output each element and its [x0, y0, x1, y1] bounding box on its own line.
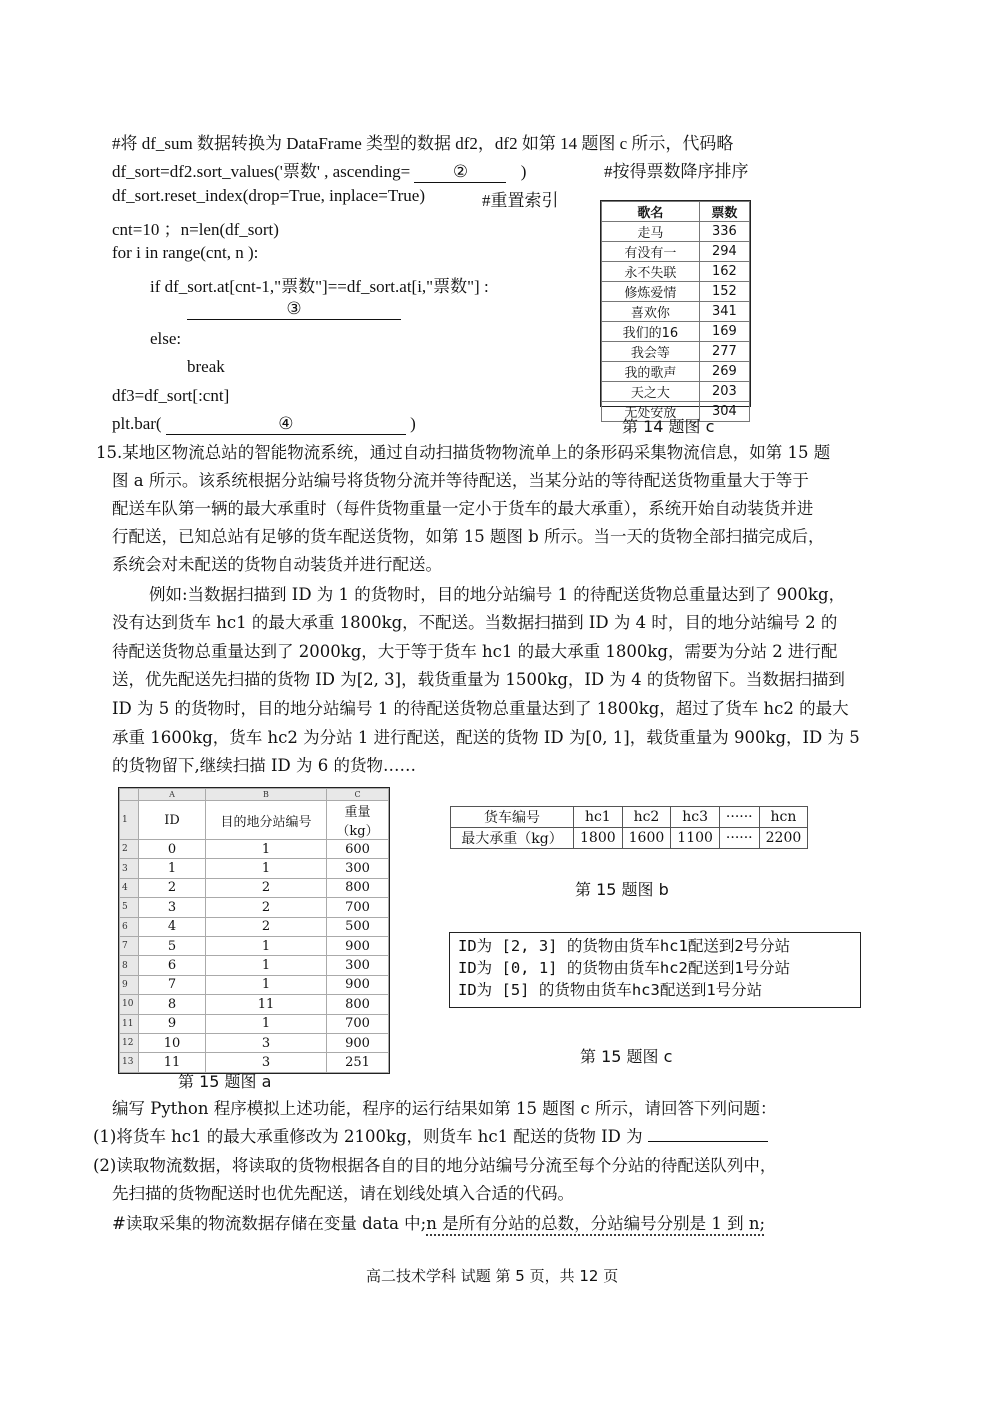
- logistics-data-sheet: [118, 787, 390, 1074]
- table-row: [120, 936, 389, 955]
- row-number: 8: [120, 956, 139, 975]
- questions-intro: 编写 Python 程序模拟上述功能，程序的运行结果如第 15 题图 c 所示，请回答下列问题：: [112, 1099, 777, 1118]
- code-if-line: if df_sort.at[cnt-1,"票数"]==df_sort.at[i,"票数"] :: [150, 277, 489, 296]
- column-letter: C: [327, 789, 389, 801]
- votes-cell: 203: [699, 382, 749, 402]
- row-number: 12: [120, 1033, 139, 1052]
- answer-blank-3[interactable]: ③: [187, 299, 401, 320]
- q15-example-line: 送，优先配送先扫描的货物 ID 为[2, 3]，载货重量为 1500kg，ID 为 4 的货物留下。当数据扫描到: [112, 670, 845, 689]
- code-sort-comment: #按得票数降序排序: [604, 162, 749, 181]
- id-cell: 1: [139, 859, 206, 878]
- answer-blank-q1[interactable]: [648, 1123, 768, 1142]
- song-name-cell: 我的歌声: [602, 362, 700, 382]
- id-cell: 2: [139, 878, 206, 897]
- q15-example-line: 待配送货物总重量达到了 2000kg，大于等于货车 hc1 的最大承重 1800kg，需要为分站 2 进行配: [112, 642, 838, 661]
- code-note-emphasis: n 是所有分站的总数，分站编号分别是 1 到 n;: [426, 1214, 766, 1233]
- capacity-label-cell: 最大承重（kg）: [451, 828, 574, 849]
- fig14c-caption: 第 14 题图 c: [622, 417, 715, 436]
- table-row: [451, 828, 808, 849]
- code-break-line: break: [187, 357, 225, 376]
- table-row: [120, 995, 389, 1014]
- question-1-text: (1)将货车 hc1 的最大承重修改为 2100kg，则货车 hc1 配送的货物 ID 为: [93, 1127, 643, 1146]
- station-cell: 1: [206, 1014, 327, 1033]
- answer-blank-2[interactable]: ②: [414, 162, 506, 183]
- song-name-cell: 永不失联: [602, 262, 700, 282]
- table-row: [602, 322, 750, 342]
- votes-cell: 336: [699, 222, 749, 242]
- code-else-line: else:: [150, 329, 182, 348]
- table-header-row: [120, 801, 389, 840]
- code-bar-close: ): [410, 414, 416, 433]
- page-footer: 高二技术学科 试题 第 5 页，共 12 页: [366, 1267, 619, 1285]
- table-row: [120, 917, 389, 936]
- weight-cell: 800: [327, 878, 389, 897]
- station-cell: 1: [206, 936, 327, 955]
- song-name-cell: 天之大: [602, 382, 700, 402]
- code-bar-line: [112, 414, 416, 435]
- header-weight: 重量（kg）: [327, 801, 389, 840]
- id-cell: 4: [139, 917, 206, 936]
- program-output-box: [449, 932, 861, 1008]
- q15-paragraph-line: 系统会对未配送的货物自动装货并进行配送。: [112, 555, 442, 574]
- weight-cell: 700: [327, 1014, 389, 1033]
- output-line: ID为 [0, 1] 的货物由货车hc2配送到1号分站: [458, 959, 791, 977]
- station-cell: 1: [206, 840, 327, 859]
- row-number: 6: [120, 917, 139, 936]
- id-cell: 7: [139, 975, 206, 994]
- station-cell: 2: [206, 878, 327, 897]
- song-name-cell: 我会等: [602, 342, 700, 362]
- id-cell: 0: [139, 840, 206, 859]
- row-number: 5: [120, 898, 139, 917]
- id-cell: 8: [139, 995, 206, 1014]
- table-row: [602, 262, 750, 282]
- row-number: 11: [120, 1014, 139, 1033]
- q15-example-line: 承重 1600kg，货车 hc2 为分站 1 进行配送，配送的货物 ID 为[0, 1]，载货重量为 900kg，ID 为 5: [112, 728, 860, 747]
- table-row: [120, 956, 389, 975]
- table-row: [120, 859, 389, 878]
- table-row: [120, 975, 389, 994]
- code-reset-comment: #重置索引: [482, 191, 559, 210]
- code-df3-line: df3=df_sort[:cnt]: [112, 386, 230, 405]
- q15-paragraph-line: 配送车队第一辆的最大承重时（每件货物重量一定小于货车的最大承重），系统开始自动装货并进: [112, 499, 814, 518]
- header-station: 目的地分站编号: [206, 801, 327, 840]
- votes-cell: 269: [699, 362, 749, 382]
- table-row: [120, 898, 389, 917]
- song-name-cell: 走马: [602, 222, 700, 242]
- truck-id-cell: hc1: [574, 807, 623, 828]
- output-line: ID为 [2, 3] 的货物由货车hc1配送到2号分站: [458, 937, 791, 955]
- weight-cell: 900: [327, 975, 389, 994]
- weight-cell: 700: [327, 898, 389, 917]
- truck-capacity-table: [450, 806, 808, 849]
- weight-cell: 251: [327, 1053, 389, 1072]
- q15-paragraph-line: 15.某地区物流总站的智能物流系统，通过自动扫描货物物流单上的条形码采集物流信息，如第 15 题: [96, 443, 831, 462]
- row-number: 2: [120, 840, 139, 859]
- votes-cell: 277: [699, 342, 749, 362]
- truck-id-cell: hcn: [759, 807, 808, 828]
- station-cell: 3: [206, 1053, 327, 1072]
- code-note-text: #读取采集的物流数据存储在变量 data 中;: [112, 1214, 427, 1233]
- station-cell: 2: [206, 917, 327, 936]
- truck-label-cell: 货车编号: [451, 807, 574, 828]
- question-1: [93, 1122, 768, 1151]
- q15-example-line: 例如:当数据扫描到 ID 为 1 的货物时，目的地分站编号 1 的待配送货物总重量达到了 900kg，: [149, 585, 846, 604]
- station-cell: 1: [206, 859, 327, 878]
- header-id: ID: [139, 801, 206, 840]
- weight-cell: 800: [327, 995, 389, 1014]
- song-name-cell: 喜欢你: [602, 302, 700, 322]
- column-letter: B: [206, 789, 327, 801]
- song-table-header: 票数: [699, 202, 749, 222]
- code-bar-text: plt.bar(: [112, 414, 162, 433]
- question-2-line: (2)读取物流数据，将读取的货物根据各自的目的地分站编号分流至每个分站的待配送队列中，: [93, 1156, 777, 1175]
- row-number: 9: [120, 975, 139, 994]
- row-number: 10: [120, 995, 139, 1014]
- id-cell: 5: [139, 936, 206, 955]
- sheet-corner: [120, 789, 139, 801]
- votes-cell: 294: [699, 242, 749, 262]
- truck-id-cell: hc3: [671, 807, 720, 828]
- table-row: [602, 242, 750, 262]
- code-comment-line: #将 df_sum 数据转换为 DataFrame 类型的数据 df2，df2 如第 14 题图 c 所示，代码略: [112, 134, 734, 153]
- table-row: [120, 1014, 389, 1033]
- column-letter: A: [139, 789, 206, 801]
- station-cell: 11: [206, 995, 327, 1014]
- table-row: [602, 362, 750, 382]
- id-cell: 11: [139, 1053, 206, 1072]
- fig15c-caption: 第 15 题图 c: [580, 1047, 673, 1066]
- votes-cell: 162: [699, 262, 749, 282]
- weight-cell: 600: [327, 840, 389, 859]
- truck-id-cell: hc2: [622, 807, 671, 828]
- votes-cell: 152: [699, 282, 749, 302]
- table-row: [602, 282, 750, 302]
- id-cell: 10: [139, 1033, 206, 1052]
- q15-example-line: 没有达到货车 hc1 的最大承重 1800kg，不配送。当数据扫描到 ID 为 4 时，目的地分站编号 2 的: [112, 613, 838, 632]
- row-number: 7: [120, 936, 139, 955]
- song-name-cell: 有没有一: [602, 242, 700, 262]
- code-reset-line: df_sort.reset_index(drop=True, inplace=True): [112, 186, 425, 205]
- fig15b-caption: 第 15 题图 b: [575, 880, 669, 899]
- question-2-line: 先扫描的货物配送时也优先配送，请在划线处填入合适的代码。: [112, 1184, 574, 1203]
- capacity-ellipsis-cell: ······: [719, 828, 759, 849]
- table-row: [120, 878, 389, 897]
- fig15a-caption: 第 15 题图 a: [178, 1072, 272, 1091]
- code-for-line: for i in range(cnt, n ):: [112, 243, 259, 262]
- song-name-cell: 无处安放: [602, 402, 700, 422]
- table-row: [120, 1033, 389, 1052]
- output-line: ID为 [5] 的货物由货车hc3配送到1号分站: [458, 981, 763, 999]
- code-sort-close: ): [520, 162, 527, 181]
- votes-cell: 169: [699, 322, 749, 342]
- station-cell: 1: [206, 975, 327, 994]
- code-blank3-line: [187, 299, 401, 320]
- q15-paragraph-line: 图 a 所示。该系统根据分站编号将货物分流并等待配送，当某分站的等待配送货物重量大于等于: [112, 471, 809, 490]
- code-cnt-line: cnt=10 ；n=len(df_sort): [112, 220, 279, 239]
- code-sort-text: df_sort=df2.sort_values('票数' , ascending=: [112, 162, 411, 181]
- table-row: [602, 222, 750, 242]
- weight-cell: 900: [327, 936, 389, 955]
- weight-cell: 300: [327, 859, 389, 878]
- q15-paragraph-line: 行配送，已知总站有足够的货车配送货物，如第 15 题图 b 所示。当一天的货物全部扫描完成后，: [112, 527, 825, 546]
- song-votes-table: [600, 200, 751, 421]
- code-sort-line: [112, 157, 526, 183]
- id-cell: 6: [139, 956, 206, 975]
- song-name-cell: 我们的16: [602, 322, 700, 342]
- song-table-header: 歌名: [602, 202, 700, 222]
- row-number: 1: [120, 801, 139, 840]
- capacity-cell: 2200: [759, 828, 808, 849]
- table-row: [602, 342, 750, 362]
- table-row: [451, 807, 808, 828]
- id-cell: 3: [139, 898, 206, 917]
- q15-example-line: ID 为 5 的货物时，目的地分站编号 1 的待配送货物总重量达到了 1800kg，超过了货车 hc2 的最大: [112, 699, 849, 718]
- weight-cell: 300: [327, 956, 389, 975]
- answer-blank-4[interactable]: ④: [166, 414, 406, 435]
- row-number: 3: [120, 859, 139, 878]
- table-row: [120, 840, 389, 859]
- votes-cell: 341: [699, 302, 749, 322]
- row-number: 4: [120, 878, 139, 897]
- table-row: [602, 382, 750, 402]
- votes-cell: 304: [699, 402, 749, 422]
- weight-cell: 500: [327, 917, 389, 936]
- row-number: 13: [120, 1053, 139, 1072]
- station-cell: 1: [206, 956, 327, 975]
- q15-example-line: 的货物留下,继续扫描 ID 为 6 的货物……: [112, 756, 416, 775]
- station-cell: 3: [206, 1033, 327, 1052]
- song-name-cell: 修炼爱情: [602, 282, 700, 302]
- weight-cell: 900: [327, 1033, 389, 1052]
- capacity-cell: 1600: [622, 828, 671, 849]
- code-note-line: [112, 1209, 765, 1238]
- capacity-cell: 1100: [671, 828, 720, 849]
- station-cell: 2: [206, 898, 327, 917]
- capacity-cell: 1800: [574, 828, 623, 849]
- id-cell: 9: [139, 1014, 206, 1033]
- table-row: [602, 302, 750, 322]
- truck-ellipsis-cell: ······: [719, 807, 759, 828]
